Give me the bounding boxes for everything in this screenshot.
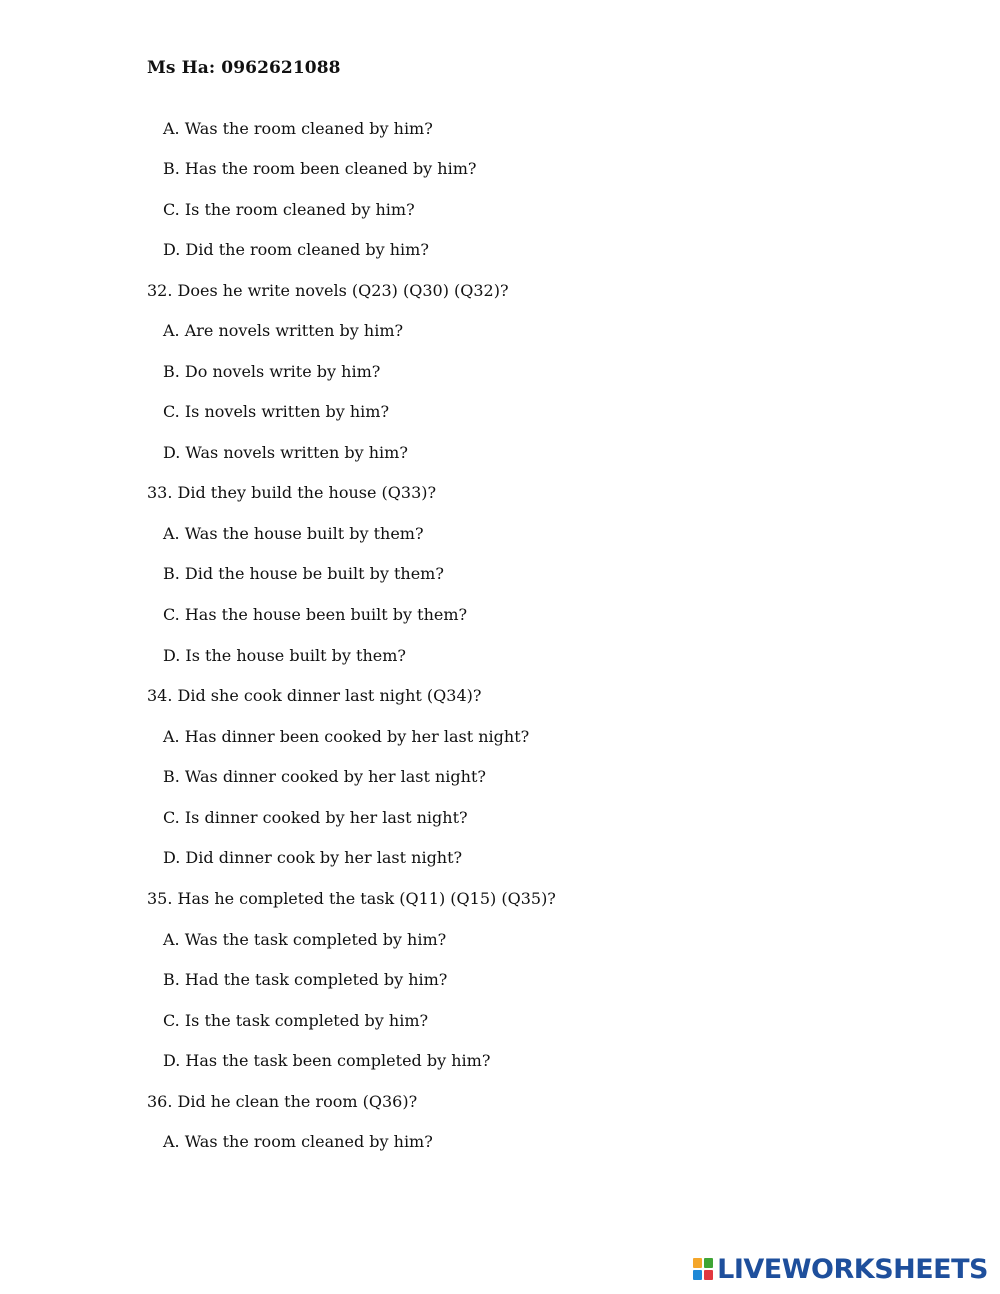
option-line: D. Was novels written by him? bbox=[163, 443, 408, 462]
option-line: B. Did the house be built by them? bbox=[163, 564, 444, 583]
option-line: A. Was the house built by them? bbox=[163, 524, 424, 543]
logo-square-icon bbox=[693, 1258, 702, 1268]
option-line: D. Has the task been completed by him? bbox=[163, 1051, 491, 1070]
liveworksheets-logo bbox=[692, 1254, 988, 1284]
option-line: C. Is the room cleaned by him? bbox=[163, 200, 415, 219]
option-line: B. Has the room been cleaned by him? bbox=[163, 159, 477, 178]
brand-name: LIVEWORKSHEETS bbox=[717, 1253, 988, 1285]
option-line: A. Was the room cleaned by him? bbox=[163, 119, 433, 138]
option-line: B. Was dinner cooked by her last night? bbox=[163, 767, 486, 786]
option-line: B. Had the task completed by him? bbox=[163, 970, 448, 989]
option-line: C. Is dinner cooked by her last night? bbox=[163, 808, 468, 827]
liveworksheets-logo-icon bbox=[692, 1257, 714, 1281]
logo-square-icon bbox=[704, 1270, 713, 1280]
page-header: Ms Ha: 0962621088 bbox=[147, 58, 341, 78]
option-line: D. Is the house built by them? bbox=[163, 646, 406, 665]
option-line: B. Do novels write by him? bbox=[163, 362, 381, 381]
question-line: 33. Did they build the house (Q33)? bbox=[147, 483, 437, 502]
option-line: C. Is the task completed by him? bbox=[163, 1011, 429, 1030]
option-line: A. Was the room cleaned by him? bbox=[163, 1132, 433, 1151]
logo-square-icon bbox=[693, 1270, 702, 1280]
option-line: C. Has the house been built by them? bbox=[163, 605, 468, 624]
option-line: A. Has dinner been cooked by her last night? bbox=[163, 727, 530, 746]
question-line: 35. Has he completed the task (Q11) (Q15) (Q35)? bbox=[147, 889, 556, 908]
question-line: 36. Did he clean the room (Q36)? bbox=[147, 1092, 418, 1111]
option-line: A. Are novels written by him? bbox=[163, 321, 404, 340]
question-line: 34. Did she cook dinner last night (Q34)? bbox=[147, 686, 482, 705]
logo-square-icon bbox=[704, 1258, 713, 1268]
option-line: D. Did the room cleaned by him? bbox=[163, 240, 429, 259]
option-line: C. Is novels written by him? bbox=[163, 402, 390, 421]
question-line: 32. Does he write novels (Q23) (Q30) (Q32)? bbox=[147, 281, 509, 300]
option-line: A. Was the task completed by him? bbox=[163, 930, 447, 949]
option-line: D. Did dinner cook by her last night? bbox=[163, 848, 463, 867]
